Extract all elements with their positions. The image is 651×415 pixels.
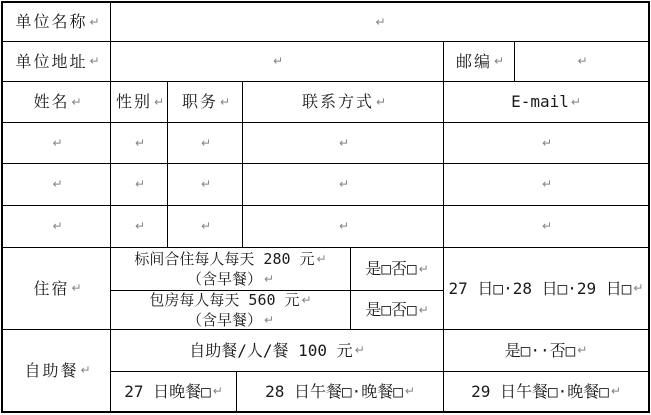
attendee1-email-cell[interactable] xyxy=(444,123,650,164)
suite-room-yesno-cell[interactable] xyxy=(351,291,444,330)
header-name-cell xyxy=(3,82,111,123)
paragraph-mark-icon: ↵ xyxy=(354,343,365,358)
attendee1-position-cell[interactable] xyxy=(168,123,243,164)
buffet-day28-cell[interactable] xyxy=(237,372,444,413)
paragraph-mark-icon: ↵ xyxy=(338,219,350,234)
paragraph-mark-icon: ↵ xyxy=(418,302,429,317)
postal-code-label: 邮编 xyxy=(455,51,492,71)
paragraph-mark-icon: ↵ xyxy=(71,281,82,296)
paragraph-mark-icon: ↵ xyxy=(52,219,63,234)
buffet-day29-cell[interactable] xyxy=(444,372,650,413)
header-contact-cell xyxy=(243,82,444,123)
paragraph-mark-icon: ↵ xyxy=(71,94,82,109)
attendee2-email-cell[interactable] xyxy=(444,164,650,206)
buffet-day27-cell[interactable] xyxy=(111,372,237,413)
paragraph-mark-icon: ↵ xyxy=(633,281,644,296)
paragraph-mark-icon: ↵ xyxy=(200,135,212,150)
paragraph-mark-icon: ↵ xyxy=(541,135,553,150)
header-name-label: 姓名 xyxy=(33,92,70,112)
attendee2-gender-cell[interactable] xyxy=(111,164,168,206)
unit-address-input-cell[interactable] xyxy=(111,42,444,82)
paragraph-mark-icon: ↵ xyxy=(493,54,505,69)
standard-room-line1: 标间合住每人每天 280 元 xyxy=(134,250,315,268)
paragraph-mark-icon: ↵ xyxy=(89,54,100,69)
header-email-label: E-mail xyxy=(511,92,569,112)
paragraph-mark-icon: ↵ xyxy=(263,313,275,327)
paragraph-mark-icon: ↵ xyxy=(577,54,588,69)
postal-code-label-cell xyxy=(444,42,515,82)
paragraph-mark-icon: ↵ xyxy=(541,177,553,192)
paragraph-mark-icon: ↵ xyxy=(541,219,553,234)
buffet-yesno-cell[interactable] xyxy=(444,330,650,372)
header-contact-label: 联系方式 xyxy=(301,92,374,112)
buffet-price-text: 自助餐/人/餐 100 元 xyxy=(189,340,353,360)
attendee1-contact-cell[interactable] xyxy=(243,123,444,164)
attendee2-position-cell[interactable] xyxy=(168,164,243,206)
header-email-cell xyxy=(444,82,650,123)
lodging-dates-checkboxes[interactable]: 27 日□·28 日□·29 日□ xyxy=(448,278,632,298)
paragraph-mark-icon: ↵ xyxy=(52,135,63,150)
unit-name-label-cell xyxy=(3,3,111,42)
suite-room-line2: （含早餐） xyxy=(186,311,262,329)
suite-room-yesno-checkboxes[interactable]: 是□否□ xyxy=(365,300,417,320)
attendee3-contact-cell[interactable] xyxy=(243,206,444,248)
lodging-label-cell xyxy=(3,248,111,330)
buffet-day28-checkboxes[interactable]: 28 日午餐□·晚餐□ xyxy=(265,381,403,401)
paragraph-mark-icon: ↵ xyxy=(418,261,429,276)
suite-room-line1: 包房每人每天 560 元 xyxy=(149,291,300,309)
buffet-label-cell xyxy=(3,330,111,413)
header-gender-label: 性别 xyxy=(115,92,152,112)
standard-room-line2: （含早餐） xyxy=(186,270,262,288)
suite-room-option-cell xyxy=(111,291,351,330)
paragraph-mark-icon: ↵ xyxy=(52,177,63,192)
paragraph-mark-icon: ↵ xyxy=(577,343,588,358)
buffet-price-cell xyxy=(111,330,444,372)
buffet-day29-checkboxes[interactable]: 29 日午餐□·晚餐□ xyxy=(471,381,609,401)
header-gender-cell xyxy=(111,82,168,123)
paragraph-mark-icon: ↵ xyxy=(610,384,621,399)
attendee1-gender-cell[interactable] xyxy=(111,123,168,164)
postal-code-input-cell[interactable] xyxy=(515,42,650,82)
paragraph-mark-icon: ↵ xyxy=(338,135,350,150)
lodging-dates-cell[interactable] xyxy=(444,248,650,330)
buffet-yesno-checkboxes[interactable]: 是□··否□ xyxy=(504,340,576,360)
paragraph-mark-icon: ↵ xyxy=(89,14,100,29)
paragraph-mark-icon: ↵ xyxy=(272,54,284,69)
header-position-label: 职务 xyxy=(181,92,218,112)
paragraph-mark-icon: ↵ xyxy=(80,363,91,378)
attendee1-name-cell[interactable] xyxy=(3,123,111,164)
paragraph-mark-icon: ↵ xyxy=(375,94,387,109)
paragraph-mark-icon: ↵ xyxy=(219,94,231,109)
paragraph-mark-icon: ↵ xyxy=(301,293,312,307)
registration-table xyxy=(1,1,650,413)
paragraph-mark-icon: ↵ xyxy=(134,219,146,234)
standard-room-option-cell xyxy=(111,248,351,291)
paragraph-mark-icon: ↵ xyxy=(316,252,327,266)
attendee3-email-cell[interactable] xyxy=(444,206,650,248)
paragraph-mark-icon: ↵ xyxy=(200,177,212,192)
paragraph-mark-icon: ↵ xyxy=(263,272,275,286)
unit-address-label: 单位地址 xyxy=(15,51,88,71)
attendee3-name-cell[interactable] xyxy=(3,206,111,248)
paragraph-mark-icon: ↵ xyxy=(338,177,350,192)
paragraph-mark-icon: ↵ xyxy=(404,384,415,399)
paragraph-mark-icon: ↵ xyxy=(375,14,386,29)
unit-name-input-cell[interactable] xyxy=(111,3,650,42)
paragraph-mark-icon: ↵ xyxy=(153,94,165,109)
unit-name-label: 单位名称 xyxy=(15,12,88,32)
standard-room-yesno-cell[interactable] xyxy=(351,248,444,291)
lodging-label: 住宿 xyxy=(33,278,70,298)
paragraph-mark-icon: ↵ xyxy=(134,135,146,150)
attendee2-name-cell[interactable] xyxy=(3,164,111,206)
standard-room-yesno-checkboxes[interactable]: 是□否□ xyxy=(365,259,417,279)
buffet-day27-checkbox[interactable]: 27 日晚餐□ xyxy=(124,381,211,401)
paragraph-mark-icon: ↵ xyxy=(200,219,212,234)
paragraph-mark-icon: ↵ xyxy=(212,384,223,399)
attendee3-gender-cell[interactable] xyxy=(111,206,168,248)
paragraph-mark-icon: ↵ xyxy=(570,94,581,109)
attendee3-position-cell[interactable] xyxy=(168,206,243,248)
unit-address-label-cell xyxy=(3,42,111,82)
attendee2-contact-cell[interactable] xyxy=(243,164,444,206)
buffet-label: 自助餐 xyxy=(24,360,79,380)
header-position-cell xyxy=(168,82,243,123)
paragraph-mark-icon: ↵ xyxy=(134,177,146,192)
